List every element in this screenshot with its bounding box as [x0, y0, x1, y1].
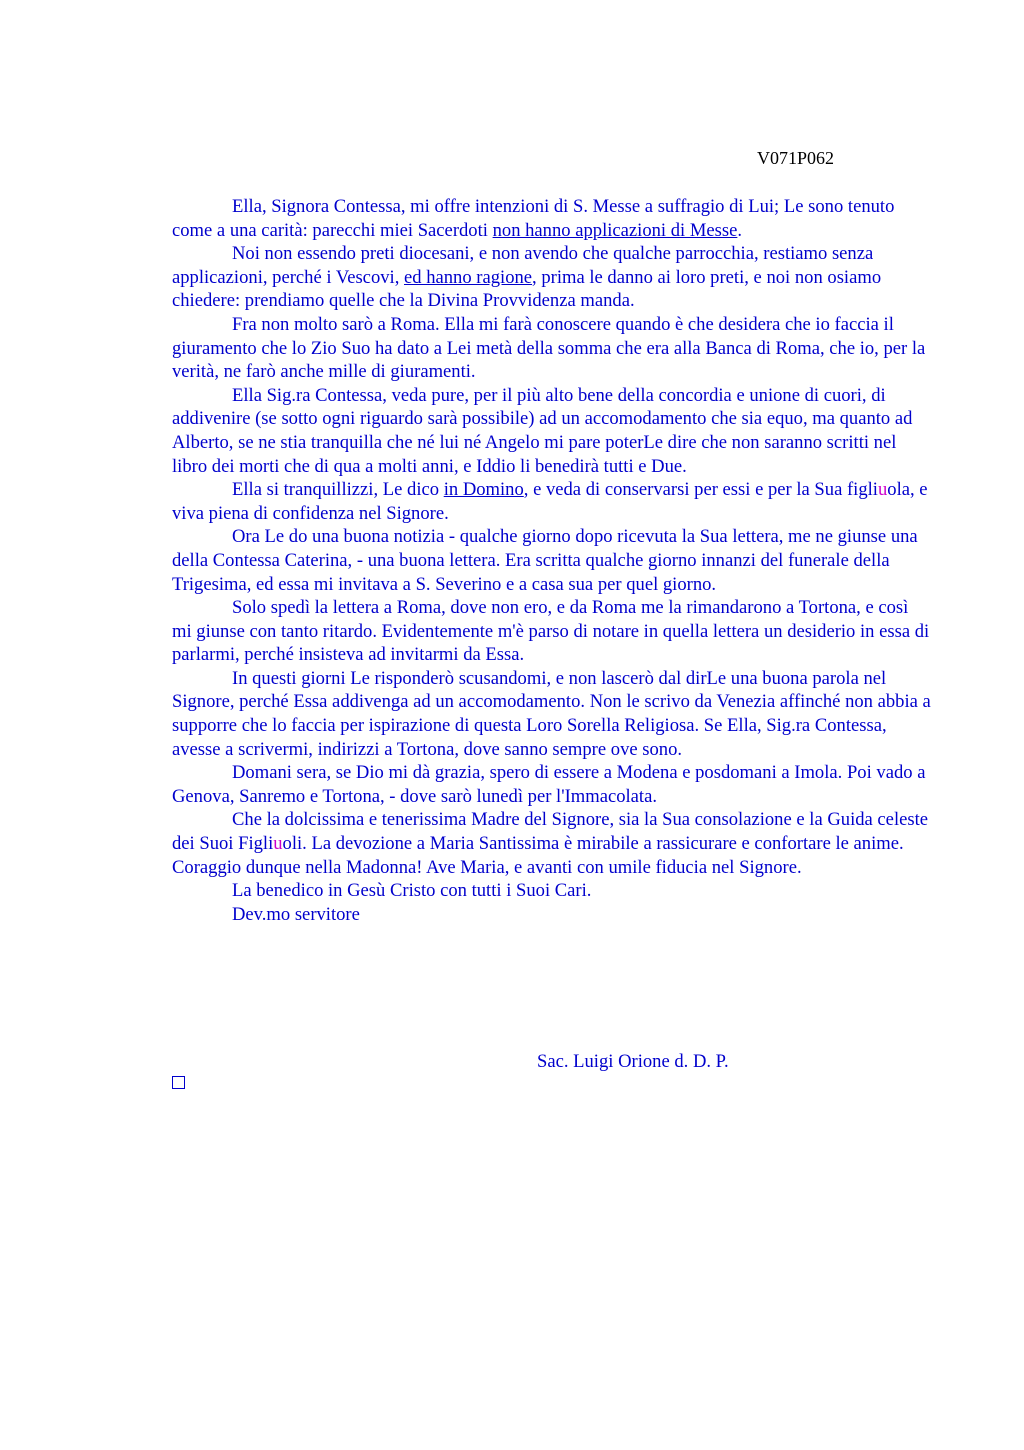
- page-reference: V071P062: [757, 148, 835, 168]
- paragraph-9: Domani sera, se Dio mi dà grazia, spero di essere a Modena e posdomani a Imola. Poi vado a Genova, Sanremo e Tortona, - dove sarò lunedì per l'Immacolata.: [172, 762, 926, 807]
- paragraph-3: Fra non molto sarò a Roma. Ella mi farà conoscere quando è che desidera che io faccia il giuramento che lo Zio Suo ha dato a Lei metà della somma che era alla Banca di Roma, che io, per la verità, ne farò anche mille di giuramenti.: [172, 313, 926, 383]
- underlined-phrase: in Domino: [443, 479, 524, 501]
- paragraph-5: [172, 478, 932, 525]
- paragraph-5-end: ola, e viva piena di confidenza nel Signore.: [172, 479, 928, 524]
- paragraph-10-end: oli. La devozione a Maria Santissima è mirabile a rassicurare e confortare le anime. Coraggio dunque nella Madonna! Ave Maria, e avanti con umile fiducia nel Signore.: [172, 833, 904, 878]
- underlined-phrase: ed hanno ragione: [404, 266, 533, 288]
- paragraph-5-text: Ella si tranquillizzi, Le dico: [232, 479, 444, 501]
- paragraph-1-end: .: [737, 219, 743, 241]
- paragraph-2: [172, 242, 932, 313]
- highlighted-letter: u: [877, 479, 888, 501]
- paragraph-4: Ella Sig.ra Contessa, veda pure, per il più alto bene della concordia e unione di cuori, di addivenire (se sotto ogni riguardo sarà possibile) ad un accomodamento che sia equo, ma quanto ad Alberto, se ne stia tranquilla che né lui né Angelo mi pare poterLe dire che non saranno scritti nel libro dei morti che di qua a molti anni, e Iddio li benedirà tutti e Due.: [172, 384, 913, 477]
- paragraph-10: [172, 808, 932, 879]
- letter-body: [172, 195, 932, 926]
- signature: Sac. Luigi Orione d. D. P.: [537, 1051, 729, 1072]
- checkbox-square-icon: [172, 1076, 185, 1089]
- paragraph-5-mid: , e veda di conservarsi per essi e per la Sua figli: [523, 479, 878, 501]
- paragraph-8: In questi giorni Le risponderò scusandomi, e non lascerò dal dirLe una buona parola nel Signore, perché Essa addivenga ad un accomodamento. Non le scrivo da Venezia affinché non abbia a supporre che lo faccia per ispirazione di questa Loro Sorella Religiosa. Se Ella, Sig.ra Contessa, avesse a scrivermi, indirizzi a Tortona, dove sanno sempre ove sono.: [172, 667, 931, 760]
- paragraph-2-text: Noi non essendo preti diocesani, e non avendo che qualche parrocchia, restiamo senza applicazioni, perché i Vescovi,: [172, 243, 874, 288]
- paragraph-1-text: Ella, Signora Contessa, mi offre intenzioni di S. Messe a suffragio di Lui; Le sono tenuto come a una carità: parecchi miei Sacerdoti: [172, 196, 895, 241]
- underlined-phrase: non hanno applicazioni di Messe: [492, 219, 738, 241]
- paragraph-10-text: Che la dolcissima e tenerissima Madre del Signore, sia la Sua consolazione e la Guida celeste dei Suoi Figli: [172, 809, 929, 855]
- closing-salutation: Dev.mo servitore: [232, 903, 360, 925]
- paragraph-1: [172, 195, 932, 242]
- highlighted-letter: u: [273, 833, 283, 855]
- paragraph-7: Solo spedì la lettera a Roma, dove non ero, e da Roma me la rimandarono a Tortona, e così mi giunse con tanto ritardo. Evidentemente m'è parso di notare in quella lettera un desiderio in essa di parlarmi, perché insisteva ad invitarmi da Essa.: [172, 597, 930, 666]
- paragraph-2-end: , prima le danno ai loro preti, e noi non osiamo chiedere: prendiamo quelle che la Divina Provvidenza manda.: [172, 266, 882, 312]
- closing-blessing: La benedico in Gesù Cristo con tutti i Suoi Cari.: [232, 880, 592, 902]
- paragraph-6: Ora Le do una buona notizia - qualche giorno dopo ricevuta la Sua lettera, me ne giunse una della Contessa Caterina, - una buona lettera. Era scritta qualche giorno innanzi del funerale della Trigesima, ed essa mi invitava a S. Severino e a casa sua per quel giorno.: [172, 526, 918, 595]
